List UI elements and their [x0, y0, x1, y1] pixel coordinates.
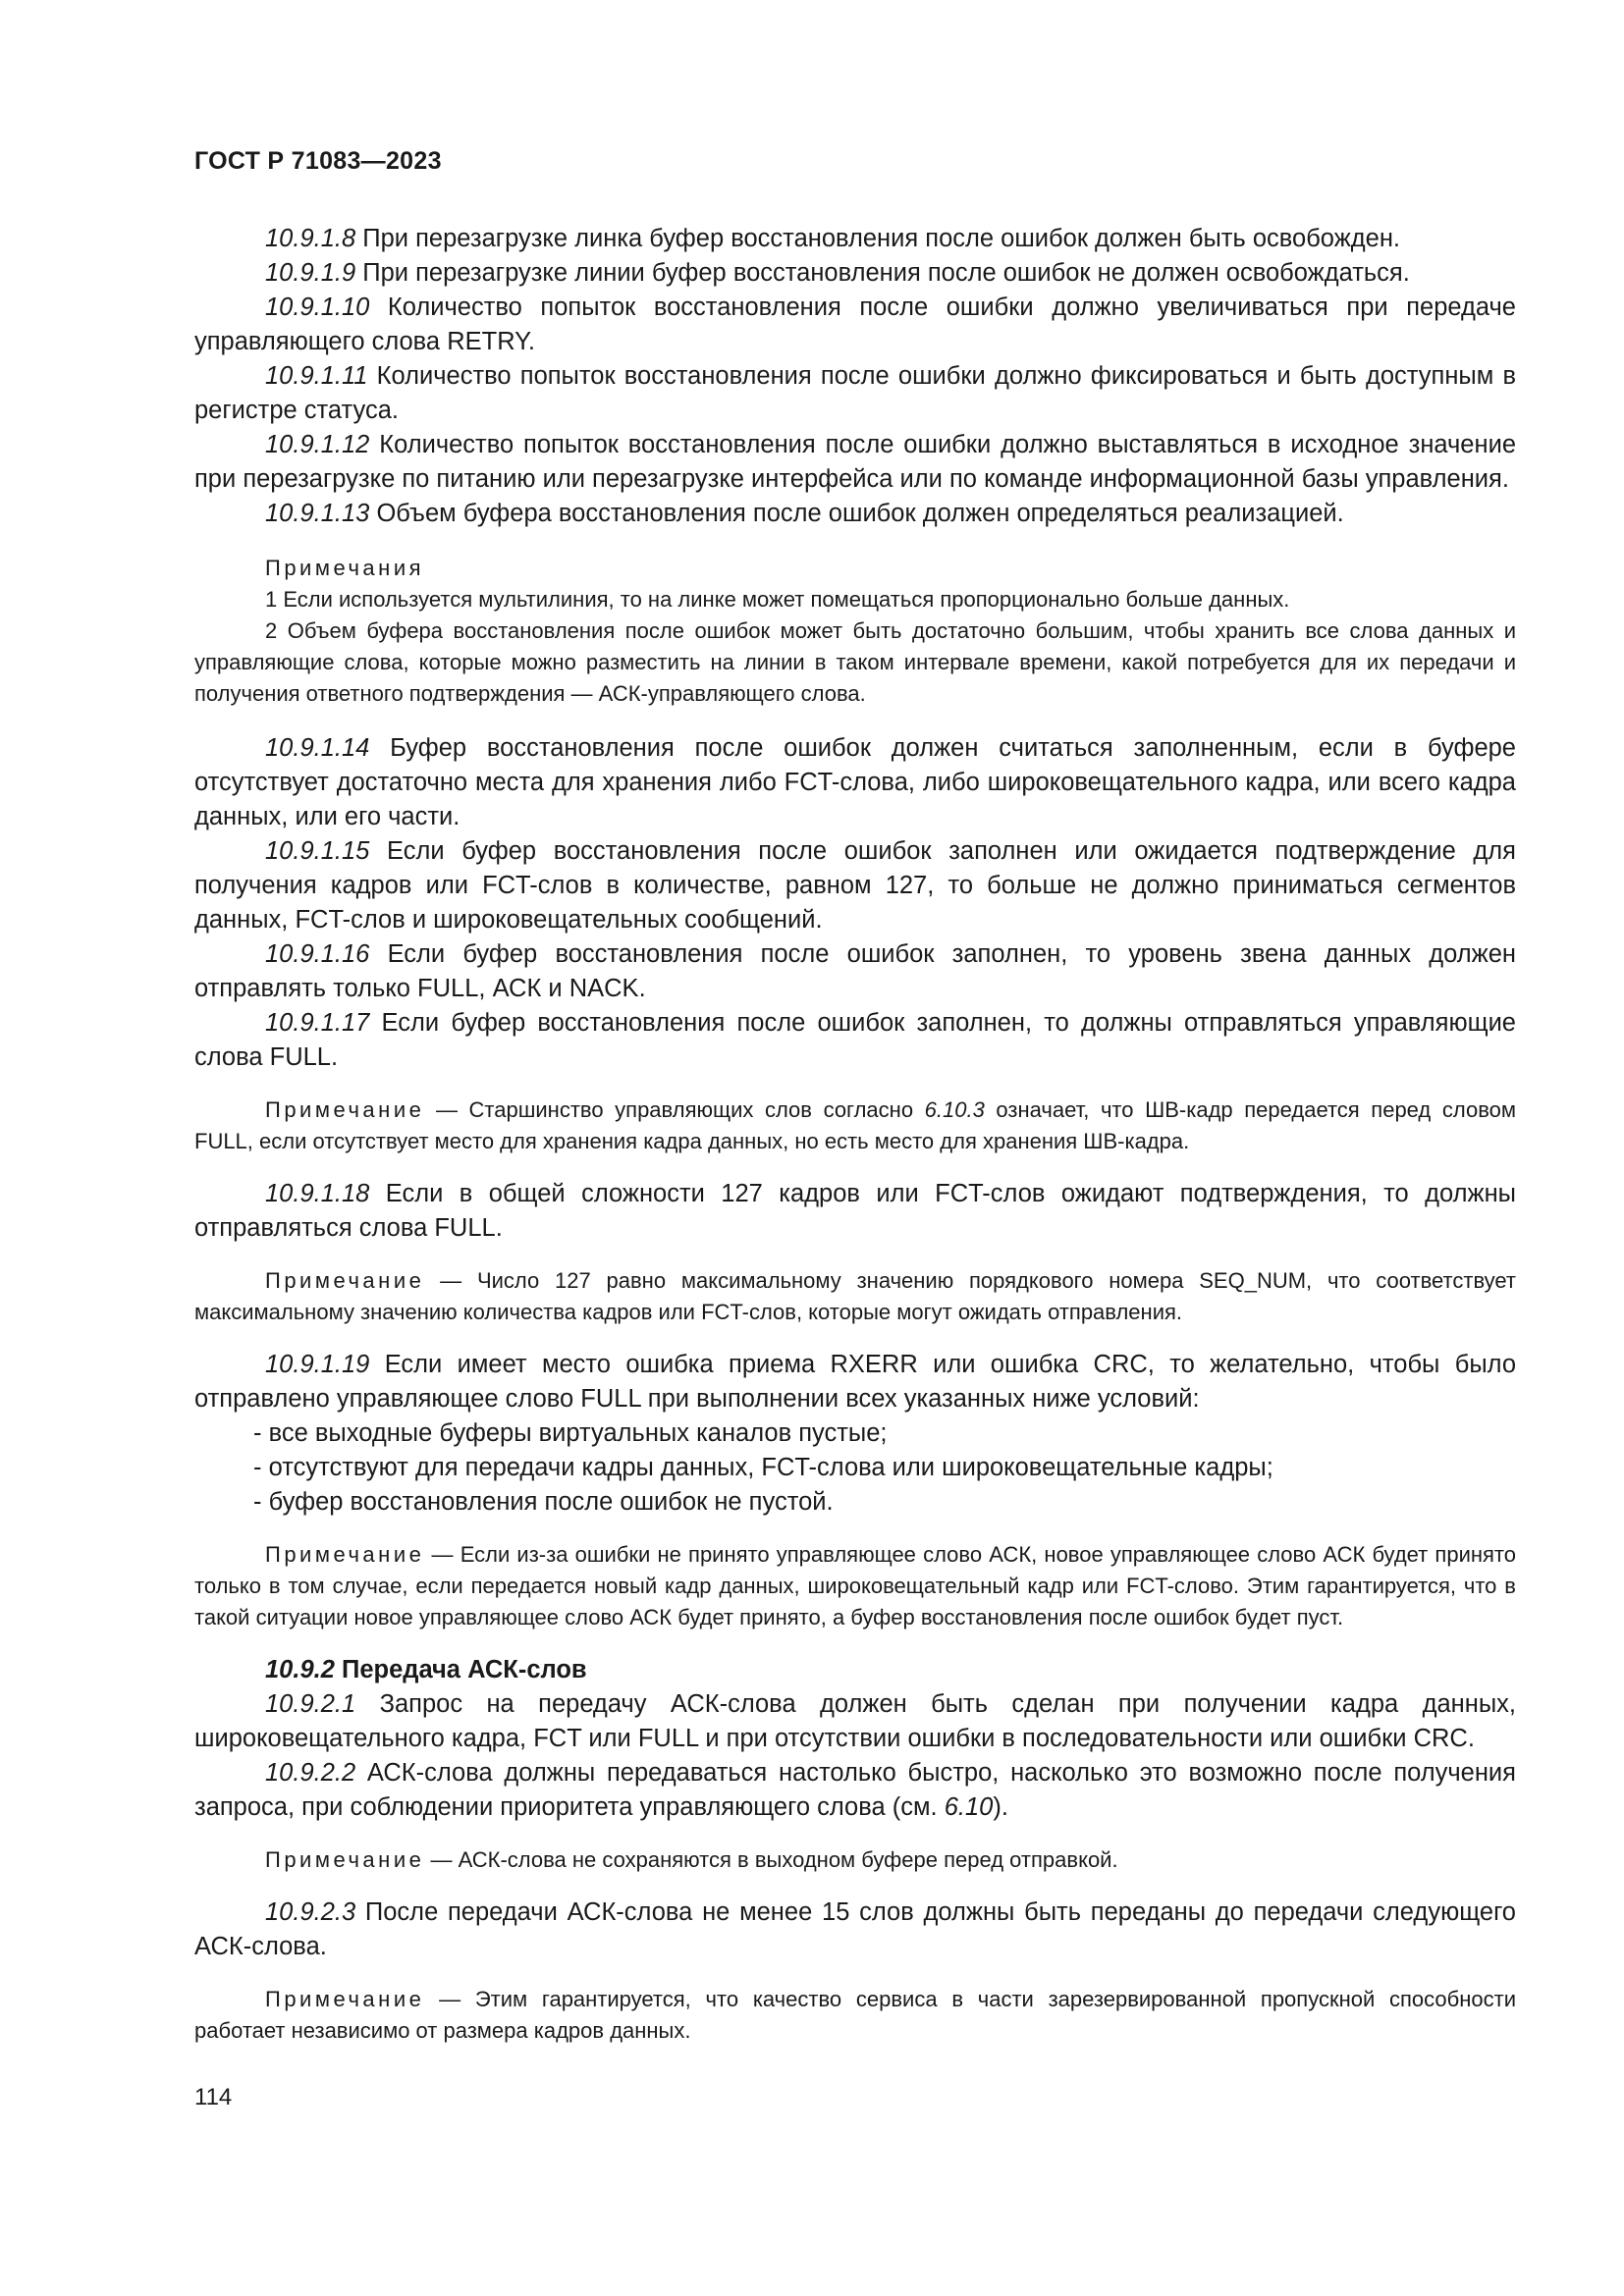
clause-number: 10.9.2.2	[265, 1759, 356, 1787]
section-heading-10-9-2	[194, 1653, 1516, 1687]
note-ack-error	[194, 1539, 1516, 1633]
list-item: - все выходные буферы виртуальных каналов пустые;	[253, 1419, 888, 1447]
clause-number: 10.9.1.13	[265, 500, 370, 527]
note-item-1: 1 Если используется мультилиния, то на линке может помещаться пропорционально больше данных.	[265, 587, 1290, 612]
clause-number: 10.9.1.19	[265, 1351, 370, 1378]
notes-block	[194, 553, 1516, 710]
note-label: Примечание	[265, 1542, 425, 1567]
section-title: Передача АСК-слов	[334, 1656, 587, 1683]
note-text: — Число 127 равно максимальному значению порядкового номера SEQ_NUM, что соответствует максимальному значению количества кадров или FCT-слов, которые могут ожидать отправления.	[194, 1268, 1516, 1324]
note-label: Примечание	[265, 1097, 425, 1122]
note-precedence	[194, 1095, 1516, 1157]
note-label: Примечание	[265, 1847, 425, 1872]
document-body	[194, 222, 1516, 2066]
clause-10-9-1-14	[194, 731, 1516, 834]
clause-text: Количество попыток восстановления после ошибки должно увеличиваться при передаче управляющего слова RETRY.	[194, 294, 1516, 355]
cross-reference: 6.10.3	[924, 1097, 985, 1122]
clause-text: При перезагрузке линии буфер восстановления после ошибок не должен освобождаться.	[355, 259, 1410, 287]
clause-text: ).	[993, 1793, 1008, 1821]
note-text: — Если из-за ошибки не принято управляющее слово АСК, новое управляющее слово АСК будет принято только в том случае, если передается новый кадр данных, широковещательный кадр или FCT-слово. Этим гарантируется, что в такой ситуации новое управляющее слово АСК будет принято, а буфер восстановления после ошибок будет пуст.	[194, 1542, 1516, 1629]
page-number: 114	[194, 2084, 233, 2110]
clause-text: Запрос на передачу АСК-слова должен быть сделан при получении кадра данных, широковещательного кадра, FCT или FULL и при отсутствии ошибки в последовательности или ошибки CRC.	[194, 1690, 1516, 1752]
clause-10-9-2-2	[194, 1756, 1516, 1825]
clause-number: 10.9.1.16	[265, 940, 370, 968]
clause-text: Количество попыток восстановления после ошибки должно фиксироваться и быть доступным в регистре статуса.	[194, 362, 1516, 424]
clause-text: Если имеет место ошибка приема RXERR или ошибка CRC, то желательно, чтобы было отправлено управляющее слово FULL при выполнении всех указанных ниже условий:	[194, 1351, 1516, 1413]
note-text: означает, что ШВ-кадр передается перед словом FULL, если отсутствует место для хранения кадра данных, но есть место для хранения ШВ-кадра.	[194, 1097, 1516, 1153]
clause-text: Если буфер восстановления после ошибок заполнен, то должны отправляться управляющие слова FULL.	[194, 1009, 1516, 1071]
clause-10-9-1-11	[194, 359, 1516, 428]
clause-10-9-1-13	[194, 497, 1516, 531]
clause-10-9-1-8	[194, 222, 1516, 256]
note-text: — Старшинство управляющих слов согласно	[424, 1097, 925, 1122]
note-seq-num	[194, 1265, 1516, 1328]
clause-10-9-1-9	[194, 256, 1516, 291]
document-header: ГОСТ Р 71083—2023	[194, 147, 442, 175]
list-item: - отсутствуют для передачи кадры данных, FCT-слова или широковещательные кадры;	[253, 1454, 1273, 1481]
clause-number: 10.9.1.12	[265, 431, 370, 458]
note-label: Примечание	[265, 1987, 425, 2011]
clause-text: АСК-слова должны передаваться настолько быстро, насколько это возможно после получения запроса, при соблюдении приоритета управляющего слова (см.	[194, 1759, 1516, 1821]
note-text: — Этим гарантируется, что качество сервиса в части зарезервированной пропускной способности работает независимо от размера кадров данных.	[194, 1987, 1516, 2043]
clause-10-9-1-18	[194, 1177, 1516, 1246]
clause-10-9-1-10	[194, 291, 1516, 359]
clause-number: 10.9.1.18	[265, 1180, 370, 1207]
clause-number: 10.9.1.9	[265, 259, 356, 287]
clause-text: Если в общей сложности 127 кадров или FCT-слов ожидают подтверждения, то должны отправляться слова FULL.	[194, 1180, 1516, 1242]
clause-10-9-1-15	[194, 834, 1516, 937]
clause-10-9-1-12	[194, 428, 1516, 497]
notes-title: Примечания	[265, 556, 425, 580]
clause-number: 10.9.1.15	[265, 837, 370, 865]
cross-reference: 6.10	[944, 1793, 994, 1821]
clause-number: 10.9.1.14	[265, 734, 370, 762]
clause-text: После передачи АСК-слова не менее 15 слов должны быть переданы до передачи следующего АСК-слова.	[194, 1898, 1516, 1960]
clause-number: 10.9.1.10	[265, 294, 370, 321]
clause-number: 10.9.2.1	[265, 1690, 356, 1718]
clause-10-9-2-3	[194, 1896, 1516, 1964]
clause-text: Буфер восстановления после ошибок должен считаться заполненным, если в буфере отсутствует достаточно места для хранения либо FCT-слова, либо широковещательного кадра, или всего кадра данных, или его части.	[194, 734, 1516, 830]
clause-10-9-1-16	[194, 937, 1516, 1006]
note-ack-buffer	[194, 1844, 1516, 1876]
clause-number: 10.9.1.17	[265, 1009, 370, 1037]
note-label: Примечание	[265, 1268, 425, 1293]
clause-text: Если буфер восстановления после ошибок заполнен или ожидается подтверждение для получения кадров или FCT-слов в количестве, равном 127, то больше не должно приниматься сегментов данных, FCT-слов и широковещательных сообщений.	[194, 837, 1516, 934]
clause-10-9-1-17	[194, 1006, 1516, 1075]
clause-number: 10.9.1.8	[265, 225, 356, 252]
clause-10-9-1-19	[194, 1348, 1516, 1416]
clause-10-9-2-1	[194, 1687, 1516, 1756]
clause-text: Объем буфера восстановления после ошибок должен определяться реализацией.	[369, 500, 1344, 527]
clause-text: Количество попыток восстановления после ошибки должно выставляться в исходное значение при перезагрузке по питанию или перезагрузке интерфейса или по команде информационной базы управления.	[194, 431, 1516, 493]
list-item: - буфер восстановления после ошибок не пустой.	[253, 1488, 834, 1516]
note-text: — АСК-слова не сохраняются в выходном буфере перед отправкой.	[424, 1847, 1118, 1872]
clause-text: При перезагрузке линка буфер восстановления после ошибок должен быть освобожден.	[355, 225, 1400, 252]
clause-number: 10.9.2.3	[265, 1898, 356, 1926]
section-number: 10.9.2	[265, 1656, 335, 1683]
note-item-2: 2 Объем буфера восстановления после ошибок может быть достаточно большим, чтобы хранить все слова данных и управляющие слова, которые можно разместить на линии в таком интервале времени, какой потребуется для их передачи и получения ответного подтверждения — АСК-управляющего слова.	[194, 618, 1516, 706]
clause-text: Если буфер восстановления после ошибок заполнен, то уровень звена данных должен отправлять только FULL, АСК и NACK.	[194, 940, 1516, 1002]
clause-number: 10.9.1.11	[265, 362, 368, 390]
note-qos	[194, 1984, 1516, 2047]
